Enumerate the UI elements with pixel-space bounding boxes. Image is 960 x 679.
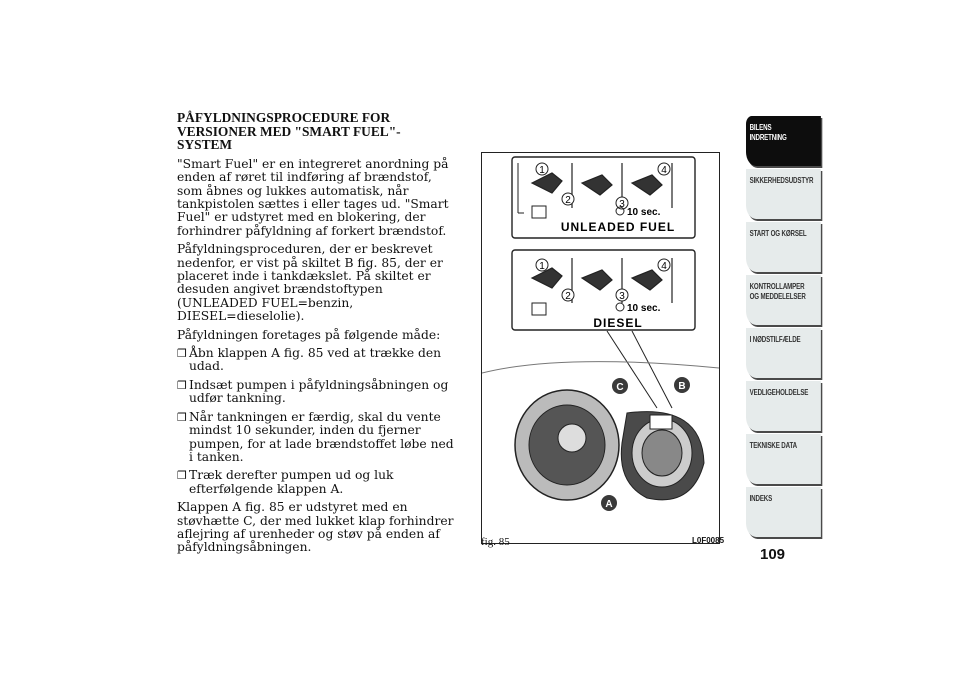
- figure-code: L0F0085: [692, 536, 725, 545]
- tab-label: KONTROLLAMPER: [749, 281, 805, 291]
- tab-sikkerhedsudstyr[interactable]: [746, 169, 821, 219]
- tab-label: INDRETNING: [749, 132, 787, 142]
- text-column: [177, 111, 455, 560]
- tab-label: BILENS: [749, 122, 772, 132]
- tab-label: OG MEDDELELSER: [749, 291, 806, 301]
- callout-c: C: [616, 382, 624, 393]
- checkbox-bullet-icon: ❒: [177, 410, 187, 424]
- dust-cap-paragraph: Klappen A fig. 85 er udstyret med en støvhætte C, der med lukket klap forhindrer aflejring af urenheder og støv på enden af påfyldningsåbningen.: [177, 500, 454, 555]
- tab-bilens-indretning[interactable]: [746, 116, 821, 166]
- steps-intro: Påfyldningen foretages på følgende måde:: [177, 327, 441, 342]
- time-label: 10 sec.: [627, 207, 661, 218]
- tab-start-og-korsel[interactable]: [746, 222, 821, 272]
- step-text: Indsæt pumpen i påfyldningsåbningen og udfør tankning.: [189, 377, 449, 406]
- step-item: [177, 347, 455, 374]
- step-number-3: 3: [619, 199, 625, 210]
- figure-85: [481, 152, 720, 544]
- unleaded-fuel-label: [512, 157, 695, 238]
- tab-vedligeholdelse[interactable]: [746, 381, 821, 431]
- tab-indeks[interactable]: [746, 487, 821, 537]
- tab-kontrollamper[interactable]: [746, 275, 821, 325]
- tab-tekniske-data[interactable]: [746, 434, 821, 484]
- tab-label: SIKKERHEDSUDSTYR: [749, 175, 814, 185]
- step-number-3: 3: [619, 291, 625, 302]
- callout-b: B: [678, 381, 686, 392]
- section-heading: [177, 111, 455, 152]
- tab-i-nodstilfaelde[interactable]: [746, 328, 821, 378]
- fuel-cap-illustration: [482, 153, 719, 543]
- figure-caption: fig. 85: [481, 536, 510, 548]
- intro-paragraph: "Smart Fuel" er en integreret anordning på enden af røret til indføring af brændstof, som åbnes og lukkes automatisk, når tankpistolen sættes i eller tages ud. "Smart Fuel" er udstyret med en blokering, der forhindrer påfyldning af forkert brændstof.: [177, 156, 449, 238]
- step-text: Åbn klappen A fig. 85 ved at trække den udad.: [189, 346, 442, 374]
- chapter-tabs: [746, 116, 821, 540]
- diesel-text: DIESEL: [593, 316, 643, 330]
- step-item: [177, 469, 455, 496]
- step-number-1: 1: [539, 261, 545, 272]
- step-text: Træk derefter pumpen ud og luk efterfølgende klappen A.: [189, 468, 394, 496]
- step-item: [177, 379, 455, 406]
- step-number-4: 4: [661, 261, 667, 272]
- diesel-label: [512, 250, 695, 330]
- step-number-2: 2: [565, 195, 571, 206]
- checkbox-bullet-icon: ❒: [177, 469, 187, 483]
- heading-line-2: VERSIONER MED "SMART FUEL"-SYSTEM: [177, 123, 401, 153]
- step-number-1: 1: [539, 165, 545, 176]
- page-number: 109: [760, 546, 786, 563]
- fuel-door-drawing: [482, 331, 719, 511]
- manual-book-icon: [532, 303, 546, 315]
- tab-label: VEDLIGEHOLDELSE: [749, 387, 809, 397]
- tab-label: INDEKS: [749, 493, 773, 503]
- callout-a: A: [605, 499, 613, 510]
- step-number-4: 4: [661, 165, 667, 176]
- heading-line-1: PÅFYLDNINGSPROCEDURE FOR: [177, 110, 391, 125]
- tab-label: I NØDSTILFÆLDE: [749, 334, 801, 344]
- procedure-paragraph: Påfyldningsproceduren, der er beskrevet nedenfor, er vist på skiltet B fig. 85, der er placeret inde i tankdækslet. På skiltet er desuden angivet brændstoftypen (UNLEADED FUEL=benzin, DIESEL=dieselolie).: [177, 242, 443, 324]
- checkbox-bullet-icon: ❒: [177, 378, 187, 392]
- tab-label: START OG KØRSEL: [749, 228, 807, 238]
- step-item: [177, 411, 455, 465]
- step-text: Når tankningen er færdig, skal du vente mindst 10 sekunder, inden du fjerner pumpen, for at lade brændstoffet løbe ned i tanken.: [189, 409, 454, 464]
- checkbox-bullet-icon: ❒: [177, 347, 187, 361]
- unleaded-fuel-text: UNLEADED FUEL: [560, 220, 676, 234]
- manual-book-icon: [532, 206, 546, 218]
- step-number-2: 2: [565, 291, 571, 302]
- tab-label: TEKNISKE DATA: [749, 440, 798, 450]
- time-label: 10 sec.: [627, 303, 661, 314]
